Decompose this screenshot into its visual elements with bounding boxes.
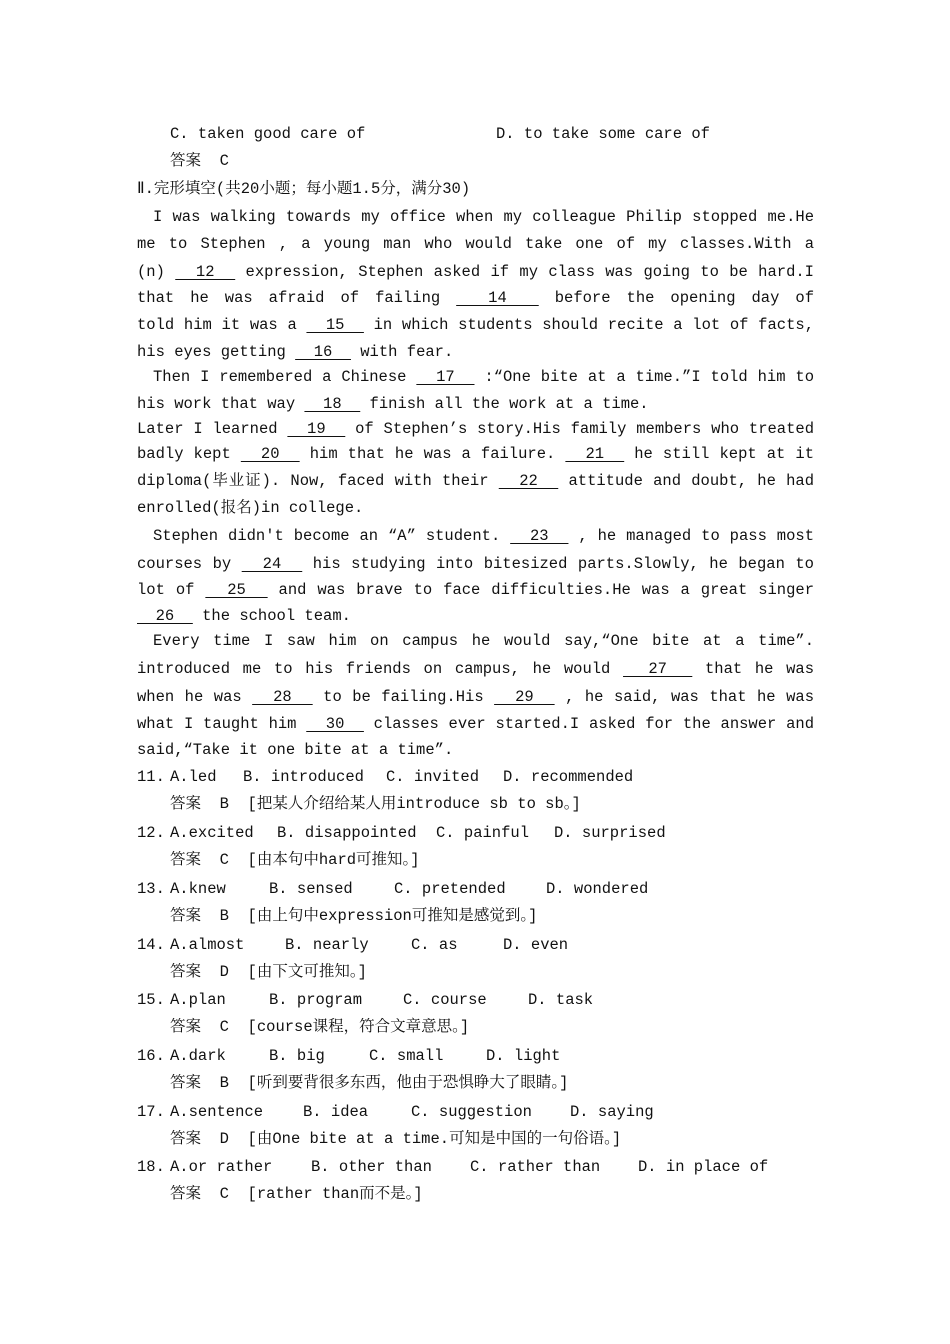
passage-line: (n) 12 expression, Stephen asked if my class was going to be hard.I: [137, 263, 814, 281]
option-a: A.or rather: [170, 1158, 273, 1176]
answer-label: 答案: [170, 851, 202, 869]
prev-answer-row: [170, 151, 229, 171]
passage-line: Later I learned 19 of Stephen’s story.His family members who treated: [137, 420, 814, 438]
question-number: 16.: [137, 1047, 165, 1065]
blank-14: 14: [456, 289, 539, 307]
answer-row: [170, 1184, 423, 1204]
answer-explanation: [把某人介绍给某人用introduce sb to sb。]: [247, 795, 581, 813]
passage-line: introduced me to his friends on campus, he would 27 that he was: [137, 660, 814, 678]
answer-explanation: [听到要背很多东西，他由于恐惧睁大了眼睛。]: [247, 1074, 569, 1092]
option-b: B. disappointed: [277, 824, 417, 842]
option-c: C. small: [369, 1047, 444, 1065]
passage-line: badly kept 20 him that he was a failure. 21 he still kept at it: [137, 445, 814, 463]
blank-15: 15: [306, 316, 364, 334]
answer-row: [170, 850, 420, 870]
answer-explanation: [由One bite at a time.可知是中国的一句俗语。]: [247, 1130, 622, 1148]
blank-21: 21: [565, 445, 625, 463]
answer-letter: C: [219, 1185, 229, 1203]
blank-29: 29: [494, 688, 555, 706]
blank-23: 23: [510, 527, 569, 545]
answer-row: [170, 1073, 568, 1093]
passage-line: what I taught him 30 classes ever started.I asked for the answer and: [137, 715, 814, 733]
answer-letter: B: [219, 907, 229, 925]
option-d: D. task: [528, 991, 594, 1009]
answer-label: 答案: [170, 963, 202, 981]
blank-28: 28: [252, 688, 313, 706]
answer-row: [170, 1129, 621, 1149]
passage-line: Every time I saw him on campus he would say,“One bite at a time”.: [153, 632, 814, 650]
option-d: D. wondered: [546, 880, 649, 898]
question-number: 11.: [137, 768, 165, 786]
option-c: C. painful: [436, 824, 530, 842]
question-number: 13.: [137, 880, 165, 898]
blank-20: 20: [240, 445, 300, 463]
answer-explanation: [由本句中hard可推知。]: [247, 851, 420, 869]
blank-18: 18: [304, 395, 361, 413]
passage-line: 26 the school team.: [137, 607, 351, 625]
blank-27: 27: [623, 660, 693, 678]
option-d: D. recommended: [503, 768, 634, 786]
option-b: B. introduced: [243, 768, 364, 786]
passage-line: that he was afraid of failing 14 before the opening day of: [137, 289, 814, 307]
passage-line: told him it was a 15 in which students should recite a lot of facts,: [137, 316, 814, 334]
option-a: A.led: [170, 768, 217, 786]
section-title: Ⅱ.完形填空(共20小题；每小题1.5分，满分30): [137, 180, 471, 198]
blank-12: 12: [175, 263, 236, 281]
answer-label: 答案: [170, 1130, 202, 1148]
passage-line: Stephen didn't become an “A” student. 23 , he managed to pass most: [153, 527, 814, 545]
option-d: D. saying: [570, 1103, 654, 1121]
answer-letter: B: [219, 1074, 229, 1092]
answer-label: 答案: [170, 1185, 202, 1203]
option-d: D. even: [503, 936, 569, 954]
answer-letter: C: [219, 152, 229, 170]
option-a: A.sentence: [170, 1103, 264, 1121]
answer-label: 答案: [170, 1018, 202, 1036]
prev-option-d: D. to take some care of: [496, 125, 710, 143]
answer-explanation: [由上句中expression可推知是感觉到。]: [247, 907, 538, 925]
answer-label: 答案: [170, 907, 202, 925]
question-number: 14.: [137, 936, 165, 954]
option-b: B. big: [269, 1047, 325, 1065]
option-b: B. nearly: [285, 936, 369, 954]
passage-line: courses by 24 his studying into bitesized parts.Slowly, he began to: [137, 555, 814, 573]
blank-19: 19: [287, 420, 346, 438]
passage-line: diploma(毕业证). Now, faced with their 22 attitude and doubt, he had: [137, 472, 814, 490]
option-d: D. in place of: [638, 1158, 769, 1176]
answer-label: 答案: [170, 795, 202, 813]
answer-row: [170, 962, 367, 982]
question-number: 17.: [137, 1103, 165, 1121]
blank-26: 26: [137, 607, 193, 625]
option-c: C. as: [411, 936, 458, 954]
answer-explanation: [rather than而不是。]: [247, 1185, 423, 1203]
passage-line: his work that way 18 finish all the work at a time.: [137, 395, 649, 413]
answer-row: [170, 794, 581, 814]
answer-letter: B: [219, 795, 229, 813]
answer-letter: C: [219, 851, 229, 869]
passage-line: his eyes getting 16 with fear.: [137, 343, 454, 361]
answer-letter: D: [219, 1130, 229, 1148]
answer-explanation: [course课程，符合文章意思。]: [247, 1018, 470, 1036]
blank-25: 25: [205, 581, 268, 599]
blank-17: 17: [416, 368, 475, 386]
prev-option-c: C. taken good care of: [170, 125, 366, 143]
answer-row: [170, 1017, 469, 1037]
option-d: D. light: [486, 1047, 561, 1065]
option-b: B. sensed: [269, 880, 353, 898]
answer-explanation: [由下文可推知。]: [247, 963, 367, 981]
option-a: A.dark: [170, 1047, 226, 1065]
passage-line: Then I remembered a Chinese 17 :“One bite at a time.”I told him to: [153, 368, 814, 386]
question-number: 18.: [137, 1158, 165, 1176]
blank-16: 16: [295, 343, 351, 361]
passage-line: when he was 28 to be failing.His 29 , he said, was that he was: [137, 688, 814, 706]
answer-letter: C: [219, 1018, 229, 1036]
question-number: 15.: [137, 991, 165, 1009]
blank-30: 30: [306, 715, 364, 733]
option-d: D. surprised: [554, 824, 666, 842]
passage-line: lot of 25 and was brave to face difficulties.He was a great singer: [137, 581, 814, 599]
passage-line: I was walking towards my office when my colleague Philip stopped me.He: [153, 208, 814, 226]
option-c: C. rather than: [470, 1158, 601, 1176]
passage-line: me to Stephen , a young man who would take one of my classes.With a: [137, 235, 814, 253]
option-c: C. pretended: [394, 880, 506, 898]
passage-line: said,“Take it one bite at a time”.: [137, 741, 454, 759]
answer-label: 答案: [170, 1074, 202, 1092]
answer-label: 答案: [170, 152, 202, 170]
option-c: C. suggestion: [411, 1103, 532, 1121]
option-b: B. program: [269, 991, 363, 1009]
option-a: A.excited: [170, 824, 254, 842]
question-number: 12.: [137, 824, 165, 842]
passage-line: enrolled(报名)in college.: [137, 499, 364, 517]
option-a: A.almost: [170, 936, 245, 954]
option-b: B. idea: [303, 1103, 369, 1121]
option-c: C. invited: [386, 768, 480, 786]
option-a: A.plan: [170, 991, 226, 1009]
answer-letter: D: [219, 963, 229, 981]
blank-24: 24: [241, 555, 303, 573]
option-c: C. course: [403, 991, 487, 1009]
option-a: A.knew: [170, 880, 226, 898]
option-b: B. other than: [311, 1158, 432, 1176]
blank-22: 22: [498, 472, 559, 490]
answer-row: [170, 906, 537, 926]
